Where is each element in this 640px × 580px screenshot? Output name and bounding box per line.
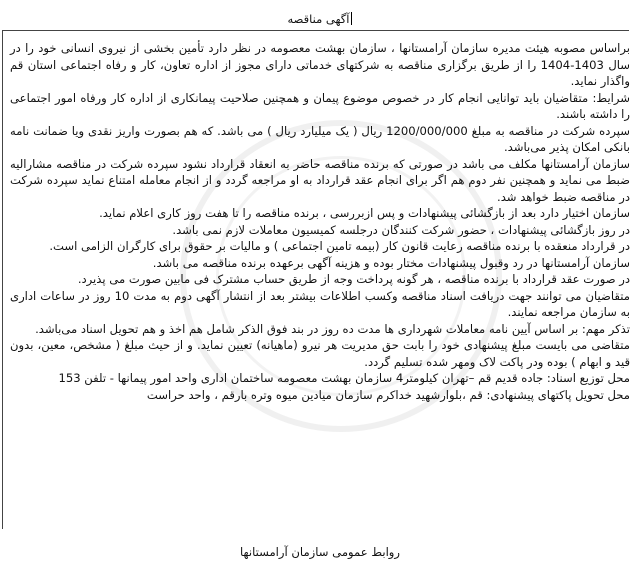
paragraph-forfeit: سازمان آرامستانها مکلف می باشد در صورتی که برنده مناقصه حاضر به انعقاد قرارداد نشود سپرده شرکت در مناقصه مشارالیه ضبط می نماید و همچنین نفر دوم هم اگر برای انجام عقد قرارداد به او مراجعه گردد و از انجام معامله امتناع نماید سپرده شرکت در مناقصه ضبط خواهد شد. [10, 156, 630, 204]
paragraph-intro: براساس مصوبه هیئت مدیره سازمان آرامستانها ، سازمان بهشت معصومه در نظر دارد تأمین بخشی از نیروی انسانی خود را در سال 1403-1404 را از طریق برگزاری مناقصه به شرکتهای خدماتی دارای مجوز از اداره تعاون، کار و رفاه اجتماعی استان قم واگذار نماید. [10, 41, 630, 88]
paragraph-important-note: تذکر مهم: بر اساس آیین نامه معاملات شهرداری ها مدت ده روز در بند فوق الذکر شامل هم اخذ و هم تحویل اسناد می‌باشد. [35, 321, 630, 336]
paragraph-announce-winner: سازمان اختیار دارد بعد از بازگشائی پیشنهادات و پس ازبررسی ، برنده مناقصه را تا هفت روز کاری اعلام نماید. [99, 206, 630, 220]
announcement-body [10, 40, 630, 403]
footer-signature: روابط عمومی سازمان آرامستانها [239, 545, 401, 559]
paragraph-deposit: سپرده شرکت در مناقصه به مبلغ 1200/000/000 ریال ( یک میلیارد ریال ) می باشد. که هم بصورت واریز نقدی ویا ضمانت نامه بانکی امکان پذیر می‌باشد. [10, 123, 631, 154]
paragraph-payment: در صورت عقد قرارداد با برنده مناقصه ، هر گونه پرداخت وجه از طریق حساب مشترک فی مابین صورت می پذیرد. [77, 272, 630, 286]
page-title [0, 11, 640, 27]
text-cursor [351, 12, 352, 25]
paragraph-labor-law: در قرارداد منعقده با برنده مناقصه رعایت قانون کار (بیمه تامین اجتماعی ) و مالیات بر حقوق برای کارگران الزامی است. [49, 239, 630, 253]
paragraph-opening-session: در روز بازگشائی پیشنهادات ، حضور شرکت کنندگان درجلسه کمیسیون معاملات لازم نمی باشد. [172, 222, 630, 237]
title-text: آگهی مناقصه [287, 12, 350, 26]
paragraph-acceptance: سازمان آرامستانها در رد وقبول پیشنهادات مختار بوده و هزینه آگهی برعهده برنده مناقصه می باشد. [152, 255, 630, 270]
paragraph-distribution-location: محل توزیع اسناد: جاده قدیم قم –تهران کیلومتر4 سازمان بهشت معصومه ساختمان اداری واحد امور پیمانها - تلفن 153 [58, 371, 630, 385]
paragraph-documents: متقاضیان می توانند جهت دریافت اسناد مناقصه وکسب اطلاعات بیشتر بعد از انتشار آگهی دوم به مدت 10 روز در ساعات اداری به سازمان مراجعه نمایند. [10, 288, 630, 319]
paragraph-conditions: شرایط: متقاضیان باید توانایی انجام کار در خصوص موضوع پیمان و همچنین صلاحیت پیمانکاری از اداره کار ورفاه امور اجتماعی را داشته باشند. [10, 90, 630, 121]
paragraph-delivery-location: محل تحویل پاکتهای پیشنهادی: قم ،بلوارشهید خداکرم سازمان میادین میوه وتره بارقم ، واحد حراست [146, 387, 630, 402]
paragraph-bid-amount: متقاضی می بایست مبلغ پیشنهادی خود را بابت حق مدیریت هر نیرو (ماهیانه) تعیین نماید. و از حیث مبلغ ( مشخص، معین، بدون قید و ابهام ) بوده ودر پاکت لاک ومهر شده تسلیم گردد. [10, 338, 630, 369]
